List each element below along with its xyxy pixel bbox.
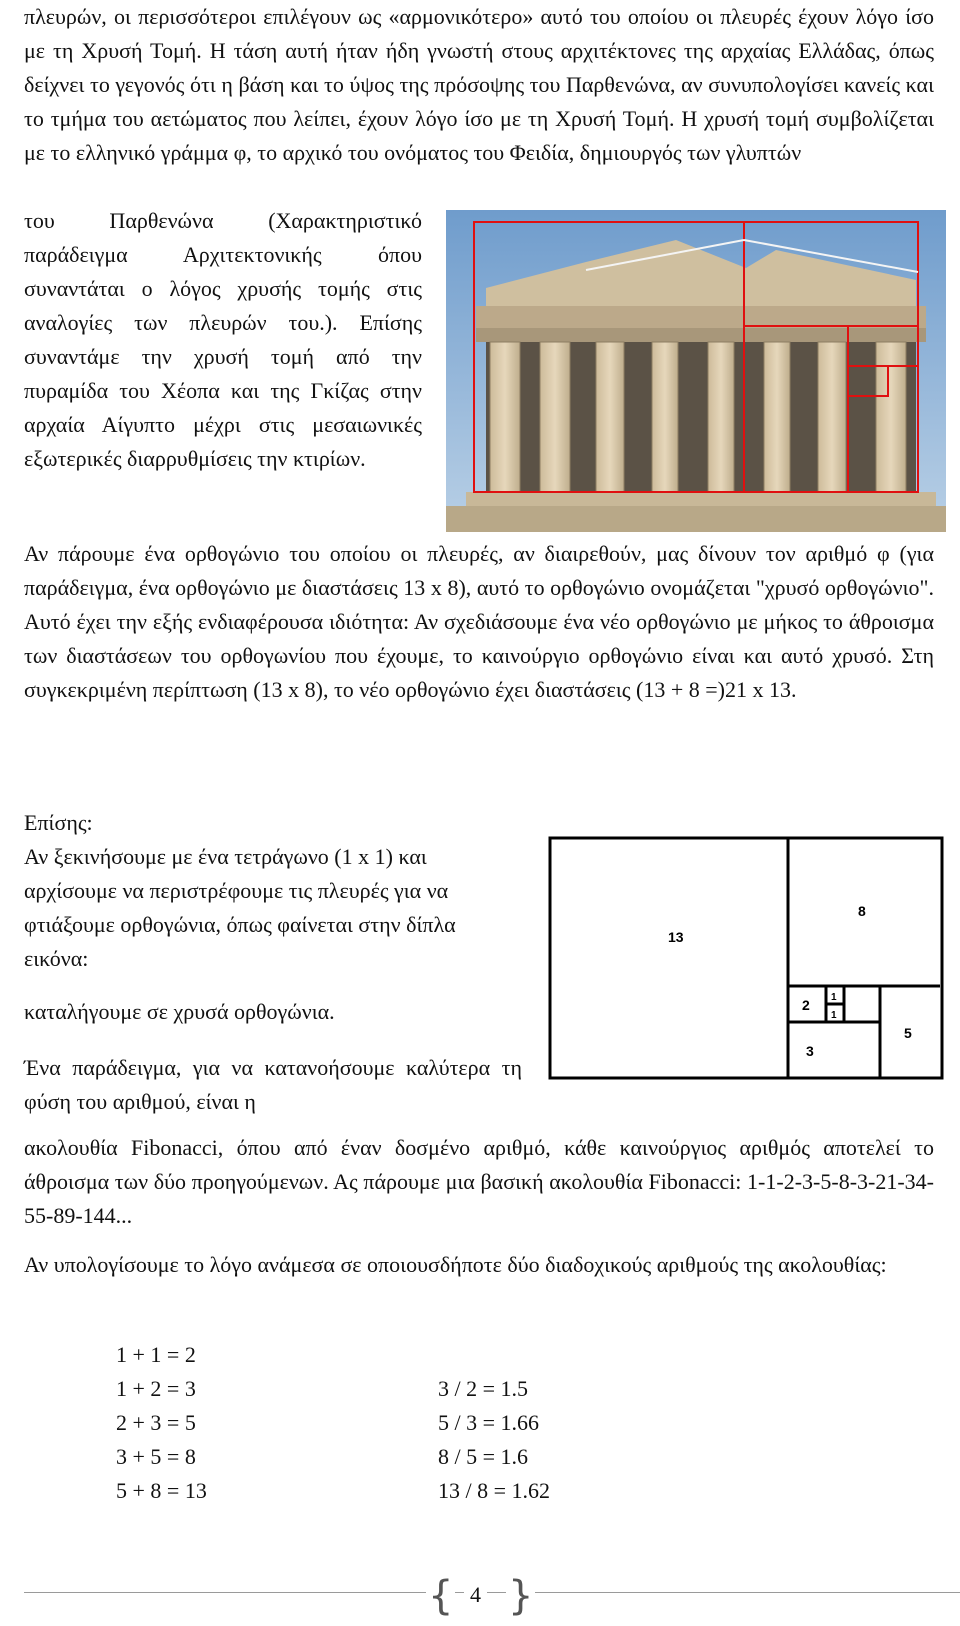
footer-rule [24, 1592, 960, 1593]
label-1a: 1 [831, 992, 837, 1003]
sum-line: 5 + 8 = 13 [116, 1478, 207, 1503]
parthenon-golden-ratio-image [446, 210, 946, 532]
paragraph-ratio-intro: Αν υπολογίσουμε το λόγο ανάμεσα σε οποιουσδήποτε δύο διαδοχικούς αριθμούς της ακολουθίας: [24, 1252, 887, 1277]
label-2: 2 [802, 997, 810, 1013]
page-number: 4 [464, 1580, 487, 1610]
ratios-column [438, 1372, 550, 1508]
paragraph-parthenon: του Παρθενώνα (Χαρακτηριστικό παράδειγμα Αρχιτεκτονικής όπου συναντάται ο λόγος χρυσής τομής στις αναλογίες των πλευρών του.). Επίσης συναντάμε την χρυσή τομή από την πυραμίδα του Χέοπα και της Γκίζας στην αρχαία Αίγυπτο μέχρι στις μεσαιωνικές εξωτερικές διαρρυθμίσεις την κτιρίων. [24, 208, 422, 471]
paragraph-example-start: Ένα παράδειγμα, για να κατανοήσουμε καλύτερα τη φύση του αριθμού, είναι η [24, 1055, 522, 1114]
label-5: 5 [904, 1025, 912, 1041]
stylobate [466, 492, 936, 506]
ratio-line: 8 / 5 = 1.6 [438, 1444, 529, 1469]
fibonacci-rectangles-diagram [548, 836, 946, 1082]
ratio-line: 5 / 3 = 1.66 [438, 1410, 540, 1435]
paragraph-square-rotation: Αν ξεκινήσουμε με ένα τετράγωνο (1 x 1) και αρχίσουμε να περιστρέφουμε τις πλευρές για να φτιάξουμε ορθογώνια, όπως φαίνεται στην δίπλα εικόνα: [24, 844, 456, 971]
ratio-line: 3 / 2 = 1.5 [438, 1376, 529, 1401]
sum-line: 1 + 2 = 3 [116, 1376, 196, 1401]
paragraph-conclusion: καταλήγουμε σε χρυσά ορθογώνια. [24, 999, 335, 1024]
label-8: 8 [858, 903, 866, 919]
ratio-line: 13 / 8 = 1.62 [438, 1478, 551, 1503]
label-3: 3 [806, 1043, 814, 1059]
label-1b: 1 [831, 1010, 837, 1021]
architrave [476, 328, 926, 342]
ground-rubble [446, 506, 946, 532]
sum-line: 1 + 1 = 2 [116, 1342, 196, 1367]
heading-also: Επίσης: [24, 810, 93, 835]
left-brace-icon: { [428, 1573, 454, 1619]
sum-line: 3 + 5 = 8 [116, 1444, 196, 1469]
paragraph-golden-rectangle: Αν πάρουμε ένα ορθογώνιο του οποίου οι πλευρές, αν διαιρεθούν, μας δίνουν τον αριθμό φ (για παράδειγμα, ένα ορθογώνιο με διαστάσεις 13 x 8), αυτό το ορθογώνιο ονομάζεται "χρυσό ορθογώνιο". Αυτό έχει την εξής ενδιαφέρουσα ιδιότητα: Αν σχεδιάσουμε ένα νέο ορθογώνιο με μήκος το άθροισμα των διαστάσεων του ορθογωνίου που έχουμε, το καινούργιο ορθογώνιο είναι και αυτό χρυσό. Στη συγκεκριμένη περίπτωση (13 x 8), το νέο ορθογώνιο έχει διαστάσεις (13 + 8 =)21 x 13. [24, 541, 934, 702]
sums-column [116, 1338, 207, 1508]
paragraph-example-fibonacci: ακολουθία Fibonacci, όπου από έναν δοσμένο αριθμό, κάθε καινούργιος αριθμός αποτελεί το άθροισμα των δύο προηγούμενων. Ας πάρουμε μια βασική ακολουθία Fibonacci: 1-1-2-3-5-8-3-21-34-55-89-144... [24, 1135, 934, 1228]
fibonacci-squares [550, 838, 942, 1078]
right-brace-icon: } [508, 1573, 534, 1619]
sum-line: 2 + 3 = 5 [116, 1410, 196, 1435]
label-13: 13 [668, 929, 684, 945]
paragraph-intro: πλευρών, οι περισσότεροι επιλέγουν ως «αρμονικότερο» αυτό του οποίου οι πλευρές έχουν λόγο ίσο με τη Χρυσή Τομή. Η τάση αυτή ήταν ήδη γνωστή στους αρχιτέκτονες της αρχαίας Ελλάδας, όπως δείχνει το γεγονός ότι η βάση και το ύψος της πρόσοψης του Παρθενώνα, αν συνυπολογίσει κανείς και το τμήμα του αετώματος που λείπει, έχουν λόγο ίσο με τη Χρυσή Τομή. Η χρυσή τομή συμβολίζεται με το ελληνικό γράμμα φ, το αρχικό του ονόματος του Φειδία, δημιουργός των γλυπτών [24, 4, 934, 165]
